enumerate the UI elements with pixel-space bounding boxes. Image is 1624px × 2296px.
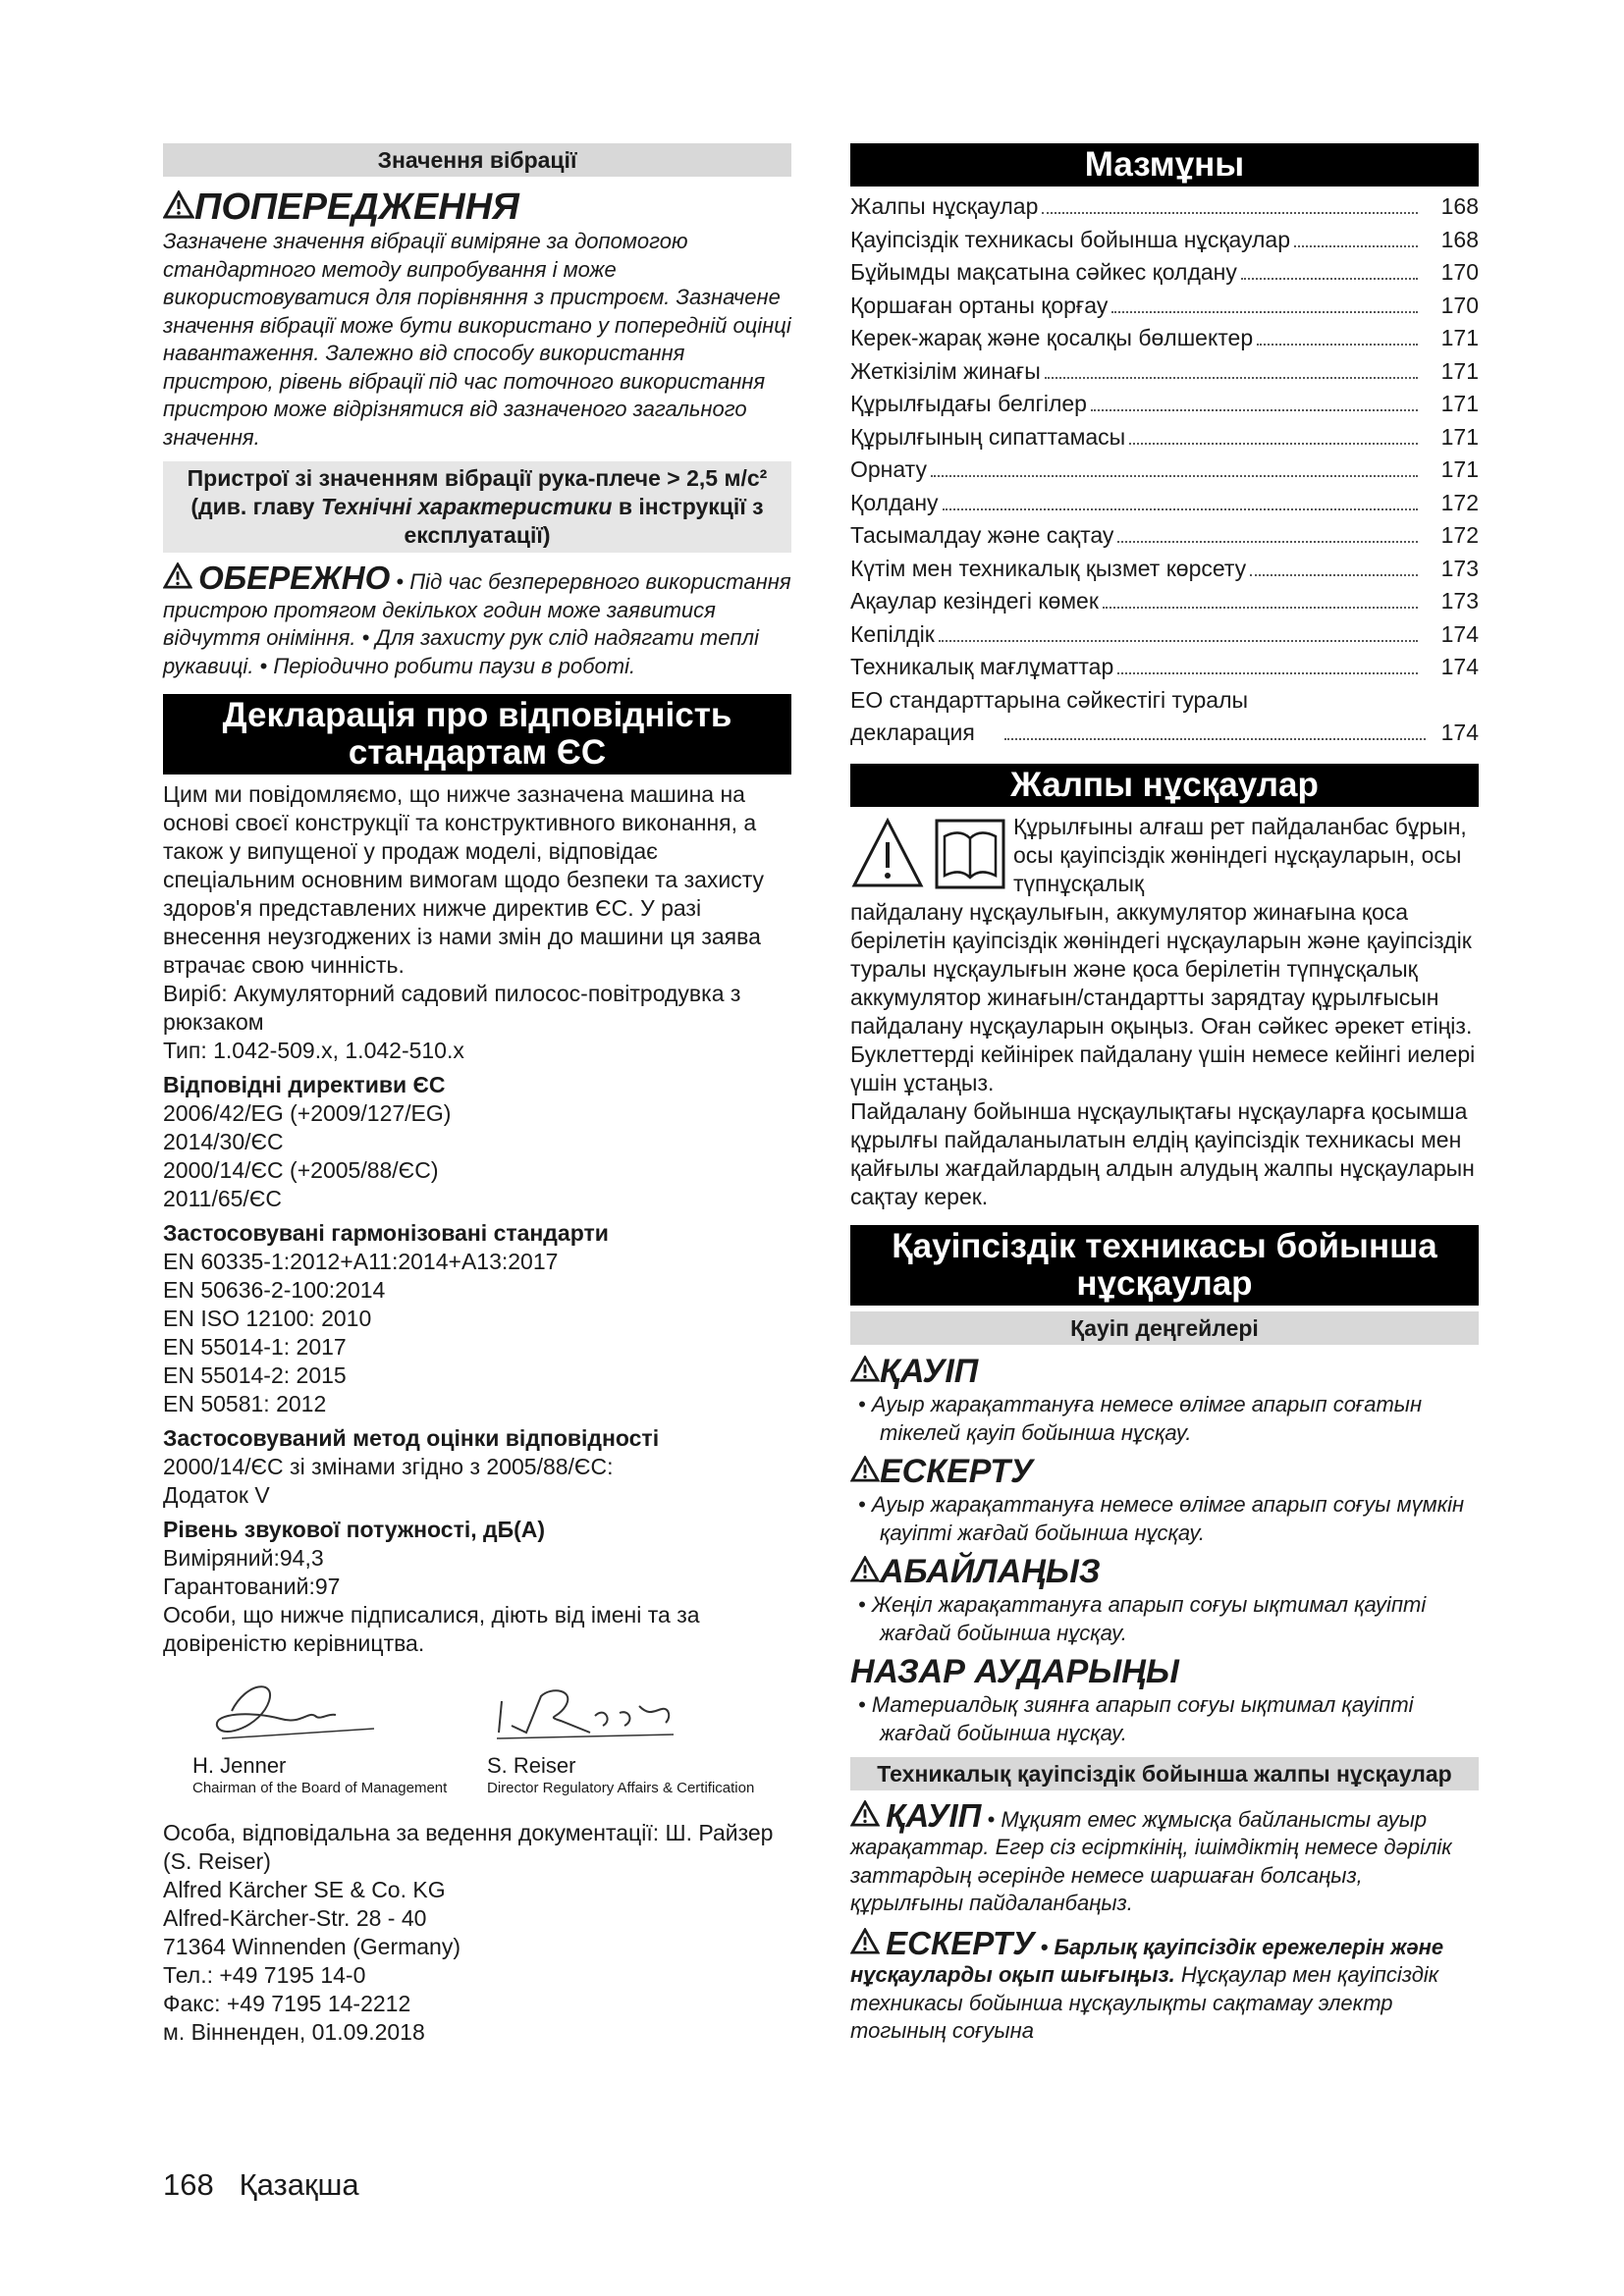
sound-measured: Виміряний:94,3 xyxy=(163,1545,324,1571)
caution-title: ОБЕРЕЖНО xyxy=(198,560,391,596)
declaration-text: Цим ми повідомляємо, що нижче зазначена машина на основі своєї конструкції та конструктивного виконання, а також у випущеної у продаж моделі, відповідає спеціальним основним вимогам щодо безпеки та захисту здоров'я представлених нижче директив ЄС. У разі внесення неузгоджених із нами змін до машини ця заява втрачає свою чинність. xyxy=(163,781,765,978)
signatures xyxy=(163,1672,791,1819)
product-line: Виріб: Акумуляторний садовий пилосос-повітродувка з рюкзаком xyxy=(163,981,741,1035)
warning-triangle-icon xyxy=(854,821,921,885)
toc-item[interactable]: Қауіпсіздік техникасы бойынша нұсқаулар 168 xyxy=(850,226,1479,252)
toc-item[interactable]: Қолдану 172 xyxy=(850,489,1479,515)
contact-line: 71364 Winnenden (Germany) xyxy=(163,1934,460,1959)
sound-guaranteed: Гарантований:97 xyxy=(163,1574,341,1599)
standards-heading: Застосовувані гармонізовані стандарти xyxy=(163,1220,609,1246)
level-warning-title: ЕСКЕРТУ xyxy=(850,1453,1479,1490)
toc-item[interactable]: Керек-жарақ және қосалқы бөлшектер 171 xyxy=(850,325,1479,350)
method-line: 2000/14/ЄС зі змінами згідно з 2005/88/ЄС: xyxy=(163,1454,614,1479)
level-notice-title: НАЗАР АУДАРЫҢЫ xyxy=(850,1652,1179,1690)
safety-heading: Қауіпсіздік техникасы бойынша нұсқаулар xyxy=(850,1225,1479,1306)
signature-jenner-image xyxy=(192,1672,389,1748)
warn2-bold: • Барлық қауіпсіздік ережелерін және нұсқауларды оқып шығыңыз. xyxy=(850,1934,1444,1987)
toc-item[interactable]: Орнату 171 xyxy=(850,456,1479,482)
toc-item[interactable]: Күтім мен техникалық қызмет көрсету 173 xyxy=(850,555,1479,581)
toc-item[interactable]: Жеткізілім жинағы 171 xyxy=(850,357,1479,384)
left-column xyxy=(163,143,791,2047)
warning-title: ПОПЕРЕДЖЕННЯ xyxy=(163,187,791,228)
caution-block xyxy=(163,562,791,680)
signer1-name: H. Jenner xyxy=(192,1753,287,1778)
footer-language: Қазақша xyxy=(239,2167,359,2202)
standard-item: EN 55014-1: 2017 xyxy=(163,1334,347,1360)
toc-item[interactable]: Тасымалдау және сақтау 172 xyxy=(850,522,1479,548)
general-heading: Жалпы нұсқаулар xyxy=(850,764,1479,807)
contact-line: Тел.: +49 7195 14-0 xyxy=(163,1962,366,1988)
toc-item[interactable]: Құрылғыдағы белгілер 171 xyxy=(850,391,1479,416)
level-danger-text: • Ауыр жарақаттануға немесе өлімге апарып соғатын тікелей қауіп бойынша нұсқау. xyxy=(858,1391,1423,1445)
toc-item[interactable]: ЕО стандарттарына сәйкестігі туралы декларация 174 xyxy=(850,686,1479,745)
vibration-note: Пристрої зі значенням вібрації рука-плече > 2,5 м/с² (див. главу Технічні характеристики в інструкції з експлуатації) xyxy=(163,461,791,553)
signer2-role: Director Regulatory Affairs & Certification xyxy=(487,1780,755,1796)
tech-heading: Техникалық қауіпсіздік бойынша жалпы нұсқаулар xyxy=(850,1757,1479,1790)
toc-item[interactable]: Бұйымды мақсатына сәйкес қолдану 170 xyxy=(850,259,1479,285)
standard-item: EN 60335-1:2012+A11:2014+A13:2017 xyxy=(163,1249,559,1274)
directive-item: 2014/30/ЄС xyxy=(163,1129,284,1154)
toc-item[interactable]: Қоршаған ортаны қорғау 170 xyxy=(850,292,1479,318)
right-column xyxy=(850,143,1479,2046)
level-warning-text: • Ауыр жарақаттануға немесе өлімге апарып соғуы мүмкін қауіпті жағдай бойынша нұсқау. xyxy=(858,1491,1465,1545)
signature-reiser xyxy=(487,1672,782,1798)
contact-line: Alfred-Kärcher-Str. 28 - 40 xyxy=(163,1905,427,1931)
type-line: Тип: 1.042-509.x, 1.042-510.x xyxy=(163,1038,464,1063)
toc-item[interactable]: Ақаулар кезіндегі көмек 173 xyxy=(850,588,1479,614)
directive-item: 2000/14/ЄС (+2005/88/ЄС) xyxy=(163,1157,439,1183)
caution-triangle-icon xyxy=(850,1556,880,1582)
page-number: 168 xyxy=(163,2167,214,2202)
warning-text: Зазначене значення вібрації виміряне за допомогою стандартного методу випробування і може використовуватися для порівняння з пристроєм. Зазначене значення вібрації може бути використано у попередній оцінці навантаження. Залежно від способу використання пристрою, рівень вібрації під час поточного використання пристрою може відрізнятися від зазначеного загального значення. xyxy=(163,229,791,450)
level-caution-title: АБАЙЛАҢЫЗ xyxy=(850,1553,1479,1590)
standard-item: EN 50581: 2012 xyxy=(163,1391,327,1416)
signature-reiser-image xyxy=(487,1672,683,1748)
general-intro: Құрылғыны алғаш рет пайдаланбас бұрын, осы қауіпсіздік жөніндегі нұсқауларын, осы түпнұсқалық xyxy=(1013,813,1467,896)
contact-line: Факс: +49 7195 14-2212 xyxy=(163,1991,411,2016)
standard-item: EN ISO 12100: 2010 xyxy=(163,1306,372,1331)
general-text-2: Пайдалану бойынша нұсқаулықтағы нұсқауларға қосымша құрылғы пайдаланылатын елдің қауіпсіздік техникасы мен қайғылы жағдайлардың алдын алудың жалпы нұсқауларын сақтау керек. xyxy=(850,1097,1475,1209)
toc-item[interactable]: Техникалық мағлұматтар 174 xyxy=(850,654,1479,679)
contact-line: м. Вінненден, 01.09.2018 xyxy=(163,2019,425,2045)
caution-triangle-icon xyxy=(163,562,192,589)
vibration-heading: Значення вібрації xyxy=(163,143,791,177)
table-of-contents xyxy=(850,190,1479,750)
warn2-title: ЕСКЕРТУ xyxy=(886,1924,1035,1961)
sound-heading: Рівень звукової потужності, дБ(A) xyxy=(163,1517,546,1542)
contact-line: Особа, відповідальна за ведення документації: Ш. Райзер (S. Reiser) xyxy=(163,1820,774,1874)
signers-text: Особи, що нижче підписалися, діють від імені та за довіреністю керівництва. xyxy=(163,1602,700,1656)
danger2-title: ҚАУІП xyxy=(886,1796,982,1834)
standard-item: EN 55014-2: 2015 xyxy=(163,1362,347,1388)
danger2-block xyxy=(850,1796,1479,1918)
general-text: пайдалану нұсқаулығын, аккумулятор жинағына қоса берілетін қауіпсіздік жөніндегі нұсқауларын және қауіпсіздік туралы нұсқаулығын және қоса берілетін түпнұсқалық аккумулятор жинағын/стандартты зарядтау құрылғысын пайдалану нұсқауларын оқыңыз. Оған сәйкес әрекет етіңіз. Буклеттерді кейінірек пайдалану үшін немесе кейінгі иелері үшін ұстаңыз. xyxy=(850,898,1476,1095)
directive-item: 2006/42/EG (+2009/127/EG) xyxy=(163,1100,452,1126)
level-danger-title: ҚАУІП xyxy=(850,1353,1479,1390)
standard-item: EN 50636-2-100:2014 xyxy=(163,1277,386,1303)
warn2-text: Нұсқаулар мен қауіпсіздік техникасы бойынша нұсқаулықты сақтамау электр тогының соғуына xyxy=(850,1962,1439,2043)
warning-triangle-icon xyxy=(850,1456,880,1482)
toc-item[interactable]: Жалпы нұсқаулар 168 xyxy=(850,193,1479,219)
danger-triangle-icon xyxy=(850,1800,880,1827)
caution-text: • Під час безперервного використання пристрою протягом декількох годин може заявитися відчуття оніміння. • Для захисту рук слід надягати теплі рукавиці. • Періодично робити паузи в роботі. xyxy=(163,569,791,678)
manual-book-icon xyxy=(937,821,1003,887)
page-footer xyxy=(163,2167,359,2203)
directives-heading: Відповідні директиви ЄС xyxy=(163,1072,446,1097)
toc-item[interactable]: Кепілдік 174 xyxy=(850,620,1479,647)
toc-item[interactable]: Құрылғының сипаттамасы 171 xyxy=(850,423,1479,450)
general-intro-block xyxy=(850,813,1479,898)
directive-item: 2011/65/ЄС xyxy=(163,1186,282,1211)
signature-jenner xyxy=(192,1672,477,1798)
danger-levels-heading: Қауіп деңгейлері xyxy=(850,1311,1479,1345)
danger-triangle-icon xyxy=(850,1356,880,1382)
contact-line: Alfred Kärcher SE & Co. KG xyxy=(163,1877,446,1902)
method-line: Додаток V xyxy=(163,1482,270,1508)
declaration-heading: Декларація про відповідність стандартам ЄС xyxy=(163,694,791,774)
level-caution-text: • Жеңіл жарақаттануға апарып соғуы ықтимал қауіпті жағдай бойынша нұсқау. xyxy=(858,1591,1427,1645)
warning-triangle-icon xyxy=(850,1928,880,1954)
warn2-block xyxy=(850,1924,1479,2046)
warning-triangle-icon xyxy=(163,190,194,219)
method-heading: Застосовуваний метод оцінки відповідності xyxy=(163,1425,660,1451)
level-notice-text: • Материалдық зиянға апарып соғуы ықтимал қауіпті жағдай бойынша нұсқау. xyxy=(858,1691,1414,1745)
signer1-role: Chairman of the Board of Management xyxy=(192,1780,448,1796)
danger2-text: • Мұқият емес жұмысқа байланысты ауыр жарақаттар. Егер сіз есірткінің, ішімдіктің немесе дәрілік заттардың әсерінде немесе шаршаған болсаңыз, құрылғыны пайдаланбаңыз. xyxy=(850,1806,1452,1915)
toc-heading: Мазмұны xyxy=(850,143,1479,187)
signer2-name: S. Reiser xyxy=(487,1753,576,1778)
general-icons xyxy=(850,815,1007,897)
